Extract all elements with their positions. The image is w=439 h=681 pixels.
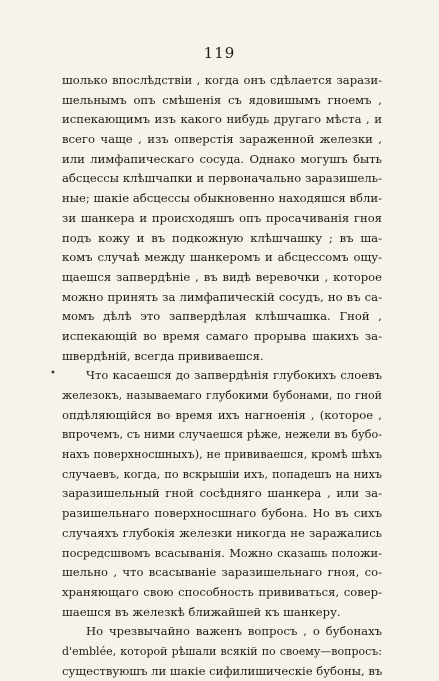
text-line: абсцессы клѣшчапки и первоначально заразишель- [62, 171, 382, 186]
text-line: шаешся въ железкѣ ближайшей къ шанкеру. [62, 604, 341, 619]
text-line: шельно , что всасываніе заразишельнаго гноя, со- [62, 565, 382, 580]
text-line: испекающимъ изъ какого нибудь другаго мѣста , и [62, 112, 382, 127]
text-line: можно принять за лимфапическій сосудъ, но въ са- [62, 289, 382, 304]
text-line: шельнымъ опъ смѣшенія съ ядовишымъ гноемъ , [62, 92, 382, 107]
text-line: впрочемъ, съ ними случаешся рѣже, нежели въ бубо- [62, 428, 382, 442]
margin-mark: • [50, 368, 56, 379]
text-line: d'emblée, которой рѣшали всякій по своему—вопросъ: [62, 644, 382, 658]
text-line: комъ случаѣ между шанкеромъ и абсцессомъ ощу- [62, 250, 382, 265]
text-line: ные; шакіе абсцессы обыкновенно находяшся вбли- [62, 191, 382, 206]
text-line: заразишельный гной сосѣдняго шанкера , или за- [62, 486, 382, 501]
text-line: зи шанкера и происходяшъ опъ просачиванія гноя [62, 210, 382, 225]
text-line: щаешся запвердѣніе , въ видѣ веревочки , которое [62, 269, 382, 284]
text-line: посредсшвомъ всасыванія. Можно сказашь положи- [62, 545, 382, 560]
text-line: разишельнаго поверхносшнаго бубона. Но въ сихъ [62, 506, 382, 521]
text-line: случаяхъ глубокія железки никогда не заражались [62, 525, 382, 540]
text-line: Что касаешся до запвердѣнія глубокихъ слоевъ [86, 368, 382, 383]
text-line: нахъ поверхносшныхъ), не прививаешся, кромѣ шѣхъ [62, 448, 382, 462]
text-line: существуюшъ ли шакіе сифилишическіе бубоны, въ [62, 663, 382, 678]
page-number: 119 [203, 44, 236, 62]
text-line: шолько впослѣдствіи , когда онъ сдѣлается зарази- [62, 73, 382, 87]
text-line: испекающій во время самаго прорыва шакихъ за- [62, 328, 382, 343]
text-line: всего чаще , изъ опверстія зараженной железки , [62, 132, 382, 147]
text-line: Но чрезвычайно важенъ вопросъ , о бубонахъ [86, 624, 382, 639]
text-line: опдѣляющійся во время ихъ нагноенія , (которое , [62, 407, 382, 422]
text-line: подъ кожу и въ подкожную клѣшчашку ; въ ша- [62, 230, 382, 245]
text-line: храняющаго свою способность прививаться, совер- [62, 584, 382, 599]
text-line: или лимфапическаго сосуда. Однако могушъ быть [62, 151, 382, 166]
text-line: момъ дѣлѣ это запвердѣлая клѣшчашка. Гной , [62, 309, 382, 324]
text-line: железокъ, называемаго глубокими бубонами, по гной [62, 389, 382, 402]
text-line: случаевъ, когда, по вскрышіи ихъ, попадешъ на нихъ [62, 467, 382, 481]
text-line: швердѣній, всегда прививаешся. [62, 348, 264, 363]
body-text [62, 71, 382, 681]
